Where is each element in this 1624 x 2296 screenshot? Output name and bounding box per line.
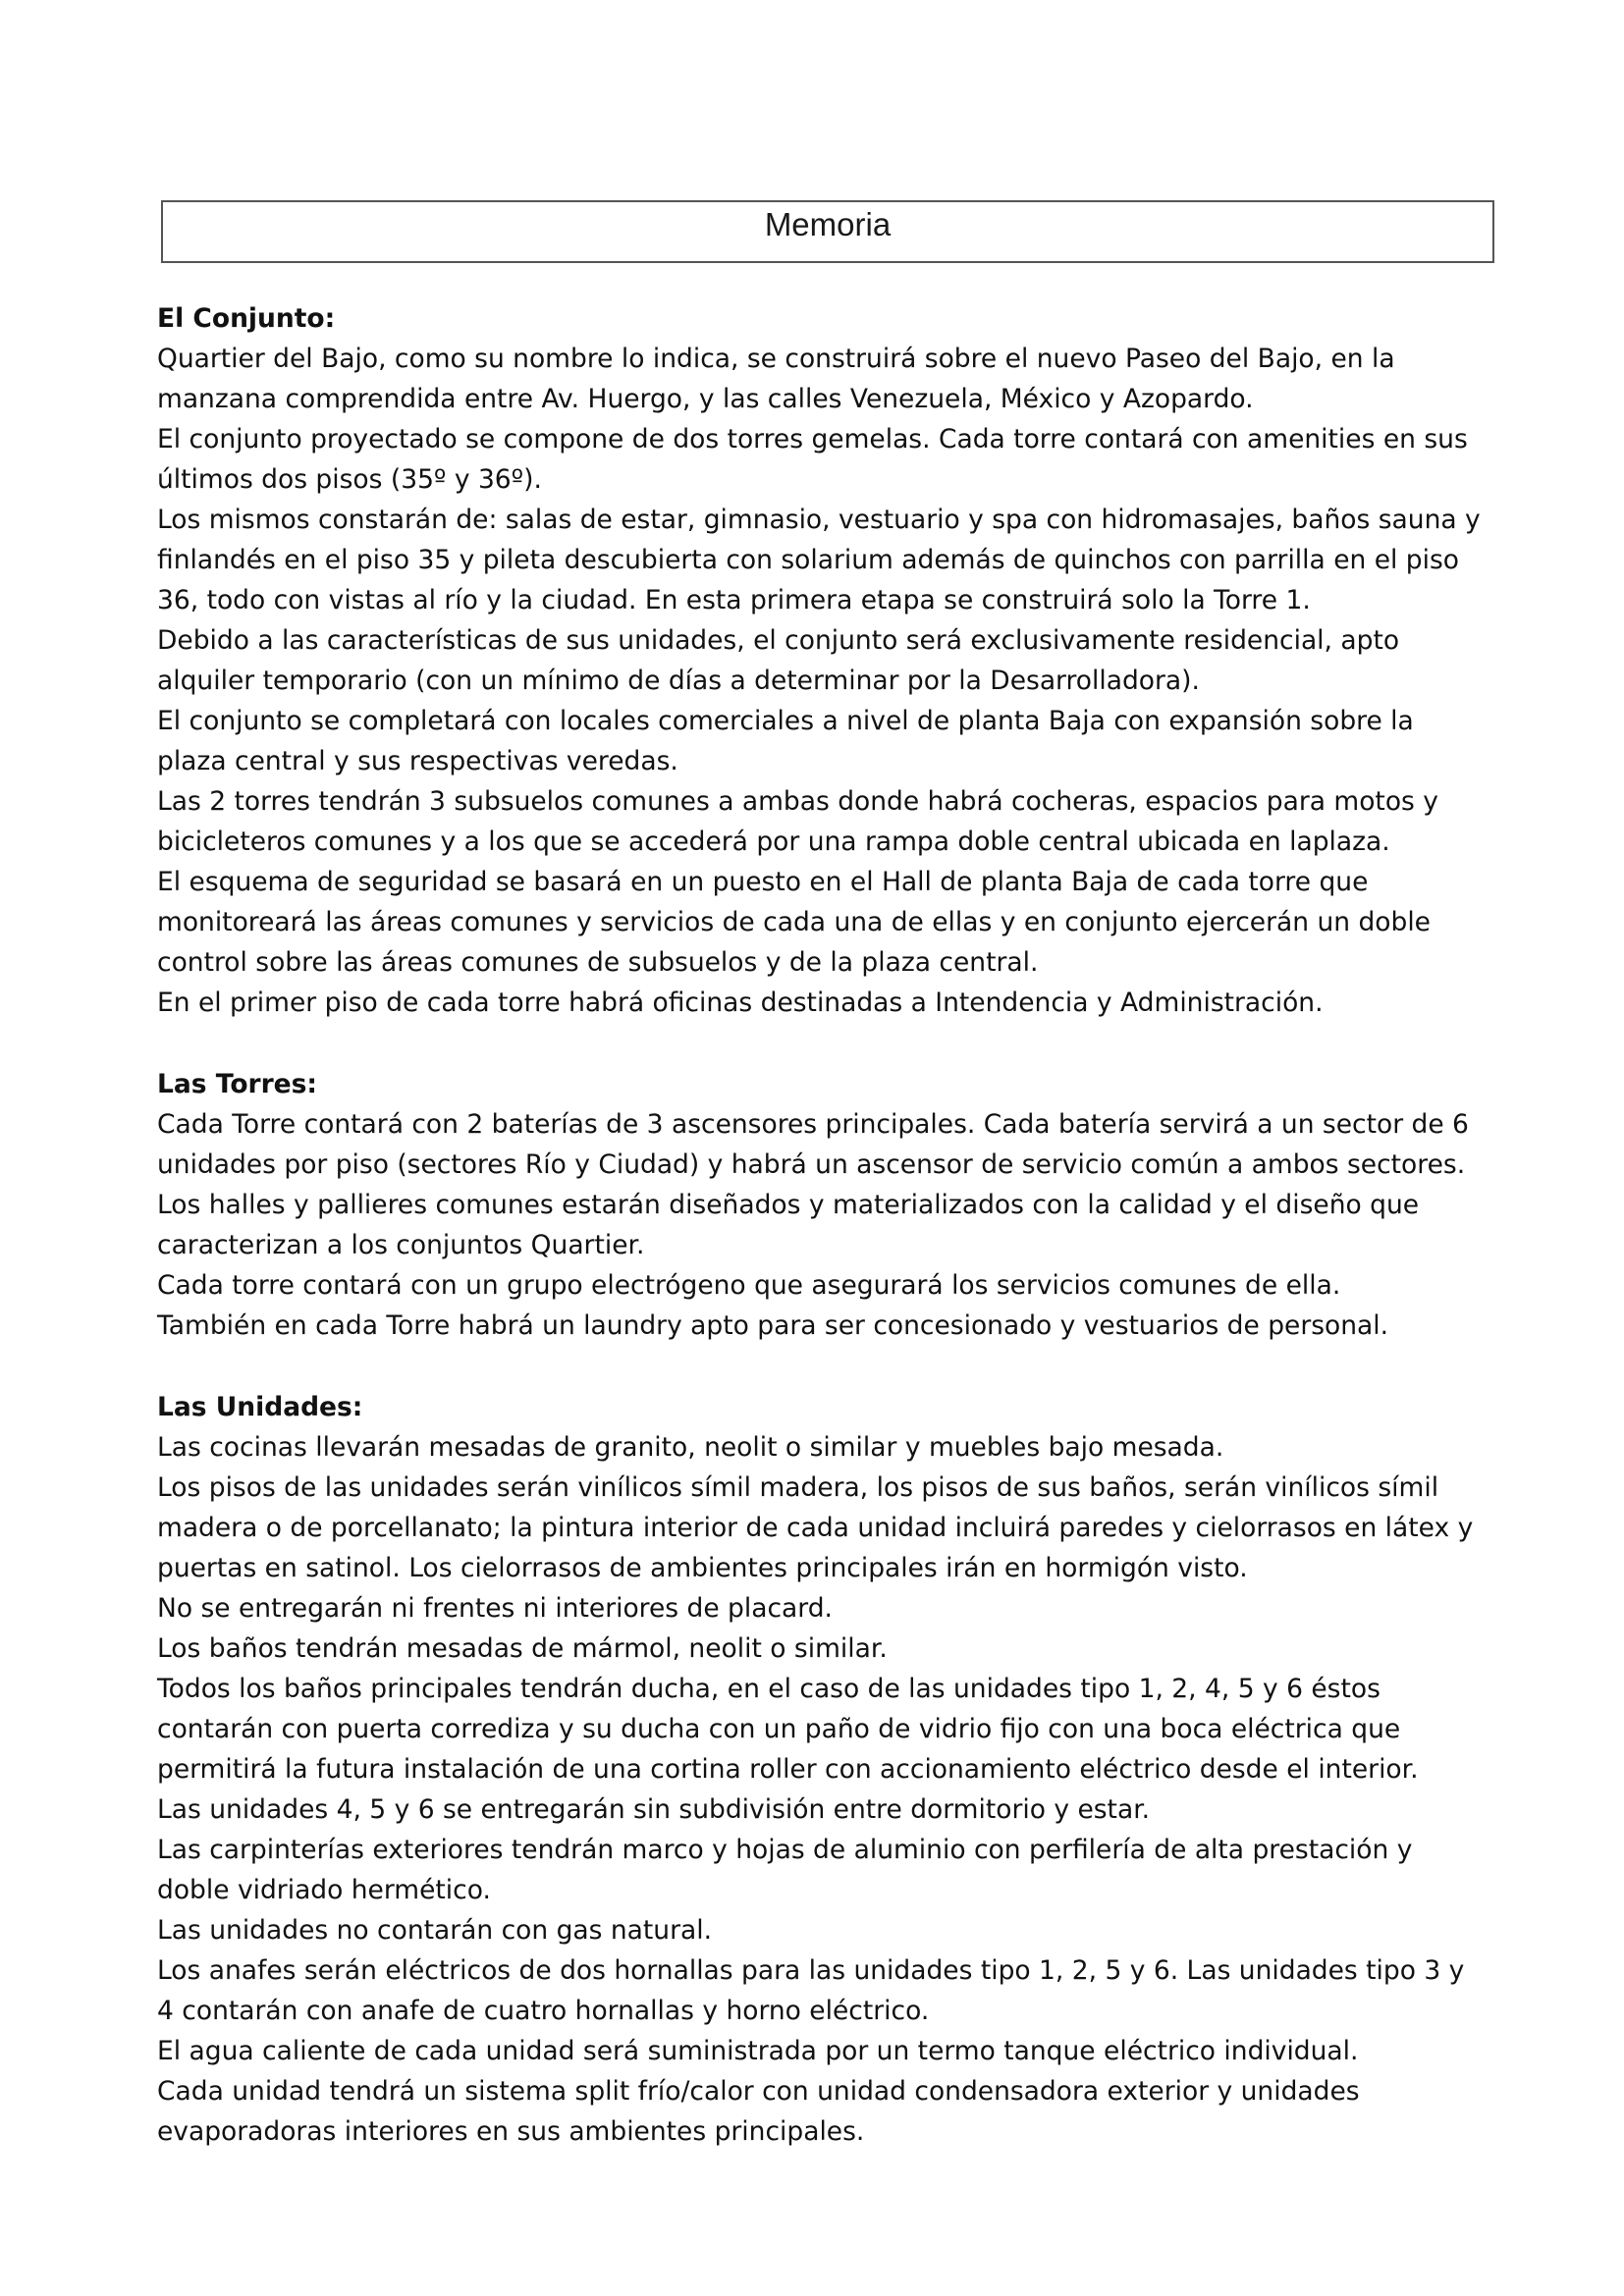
paragraph: El esquema de seguridad se basará en un puesto en el Hall de planta Baja de cada torre que monitoreará las áreas comunes y servicios de cada una de ellas y en conjunto ejercerán un doble control sobre las áreas comunes de subsuelos y de la plaza central. (157, 867, 1431, 978)
paragraph: Las 2 torres tendrán 3 subsuelos comunes a ambas donde habrá cocheras, espacios para motos y bicicleteros comunes y a los que se accederá por una rampa doble central ubicada en laplaza. (157, 786, 1438, 857)
section-heading: Las Unidades: (157, 1392, 363, 1422)
section-heading: El Conjunto: (157, 303, 336, 334)
section-heading: Las Torres: (157, 1069, 318, 1099)
section-las-torres (157, 1064, 1483, 1346)
paragraph: Todos los baños principales tendrán ducha, en el caso de las unidades tipo 1, 2, 4, 5 y 6 éstos contarán con puerta corrediza y su ducha con un paño de vidrio fijo con una boca eléctrica que permitirá la futura instalación de una cortina roller con accionamiento eléctrico desde el interior. (157, 1674, 1419, 1785)
paragraph: El agua caliente de cada unidad será suministrada por un termo tanque eléctrico individual. (157, 2036, 1359, 2066)
paragraph: También en cada Torre habrá un laundry apto para ser concesionado y vestuarios de personal. (157, 1310, 1389, 1341)
paragraph: Cada torre contará con un grupo electrógeno que asegurará los servicios comunes de ella. (157, 1270, 1341, 1301)
paragraph: Las cocinas llevarán mesadas de granito, neolit o similar y muebles bajo mesada. (157, 1432, 1224, 1463)
paragraph: El conjunto proyectado se compone de dos torres gemelas. Cada torre contará con amenities en sus últimos dos pisos (35º y 36º). (157, 424, 1468, 495)
paragraph: Los mismos constarán de: salas de estar, gimnasio, vestuario y spa con hidromasajes, baños sauna y finlandés en el piso 35 y pileta descubierta con solarium además de quinchos con parrilla en el piso 36, todo con vistas al río y la ciudad. En esta primera etapa se construirá solo la Torre 1. (157, 505, 1481, 615)
paragraph: Quartier del Bajo, como su nombre lo indica, se construirá sobre el nuevo Paseo del Bajo, en la manzana comprendida entre Av. Huergo, y las calles Venezuela, México y Azopardo. (157, 344, 1395, 414)
paragraph: Las unidades 4, 5 y 6 se entregarán sin subdivisión entre dormitorio y estar. (157, 1794, 1151, 1825)
section-las-unidades (157, 1387, 1483, 2152)
paragraph: Las carpinterías exteriores tendrán marco y hojas de aluminio con perfilería de alta prestación y doble vidriado hermético. (157, 1835, 1413, 1905)
document-title-box (161, 200, 1494, 263)
paragraph: Los halles y pallieres comunes estarán diseñados y materializados con la calidad y el diseño que caracterizan a los conjuntos Quartier. (157, 1190, 1420, 1260)
paragraph: El conjunto se completará con locales comerciales a nivel de planta Baja con expansión sobre la plaza central y sus respectivas veredas. (157, 706, 1414, 776)
paragraph: No se entregarán ni frentes ni interiores de placard. (157, 1593, 833, 1624)
paragraph: Las unidades no contarán con gas natural. (157, 1915, 713, 1946)
paragraph: Los baños tendrán mesadas de mármol, neolit o similar. (157, 1633, 888, 1664)
paragraph: Cada Torre contará con 2 baterías de 3 ascensores principales. Cada batería servirá a un sector de 6 unidades por piso (sectores Río y Ciudad) y habrá un ascensor de servicio común a ambos sectores. (157, 1109, 1469, 1180)
paragraph: Debido a las características de sus unidades, el conjunto será exclusivamente residencial, apto alquiler temporario (con un mínimo de días a determinar por la Desarrolladora). (157, 625, 1400, 696)
paragraph: Cada unidad tendrá un sistema split frío/calor con unidad condensadora exterior y unidades evaporadoras interiores en sus ambientes principales. (157, 2076, 1360, 2147)
section-el-conjunto (157, 298, 1483, 1023)
paragraph: En el primer piso de cada torre habrá oficinas destinadas a Intendencia y Administración. (157, 988, 1324, 1018)
paragraph: Los anafes serán eléctricos de dos hornallas para las unidades tipo 1, 2, 5 y 6. Las unidades tipo 3 y 4 contarán con anafe de cuatro hornallas y horno eléctrico. (157, 1955, 1465, 2026)
document-title: Memoria (764, 206, 892, 242)
paragraph: Los pisos de las unidades serán vinílicos símil madera, los pisos de sus baños, serán vinílicos símil madera o de porcellanato; la pintura interior de cada unidad incluirá paredes y cielorrasos en látex y puertas en satinol. Los cielorrasos de ambientes principales irán en hormigón visto. (157, 1472, 1474, 1583)
document-body (157, 298, 1483, 2193)
